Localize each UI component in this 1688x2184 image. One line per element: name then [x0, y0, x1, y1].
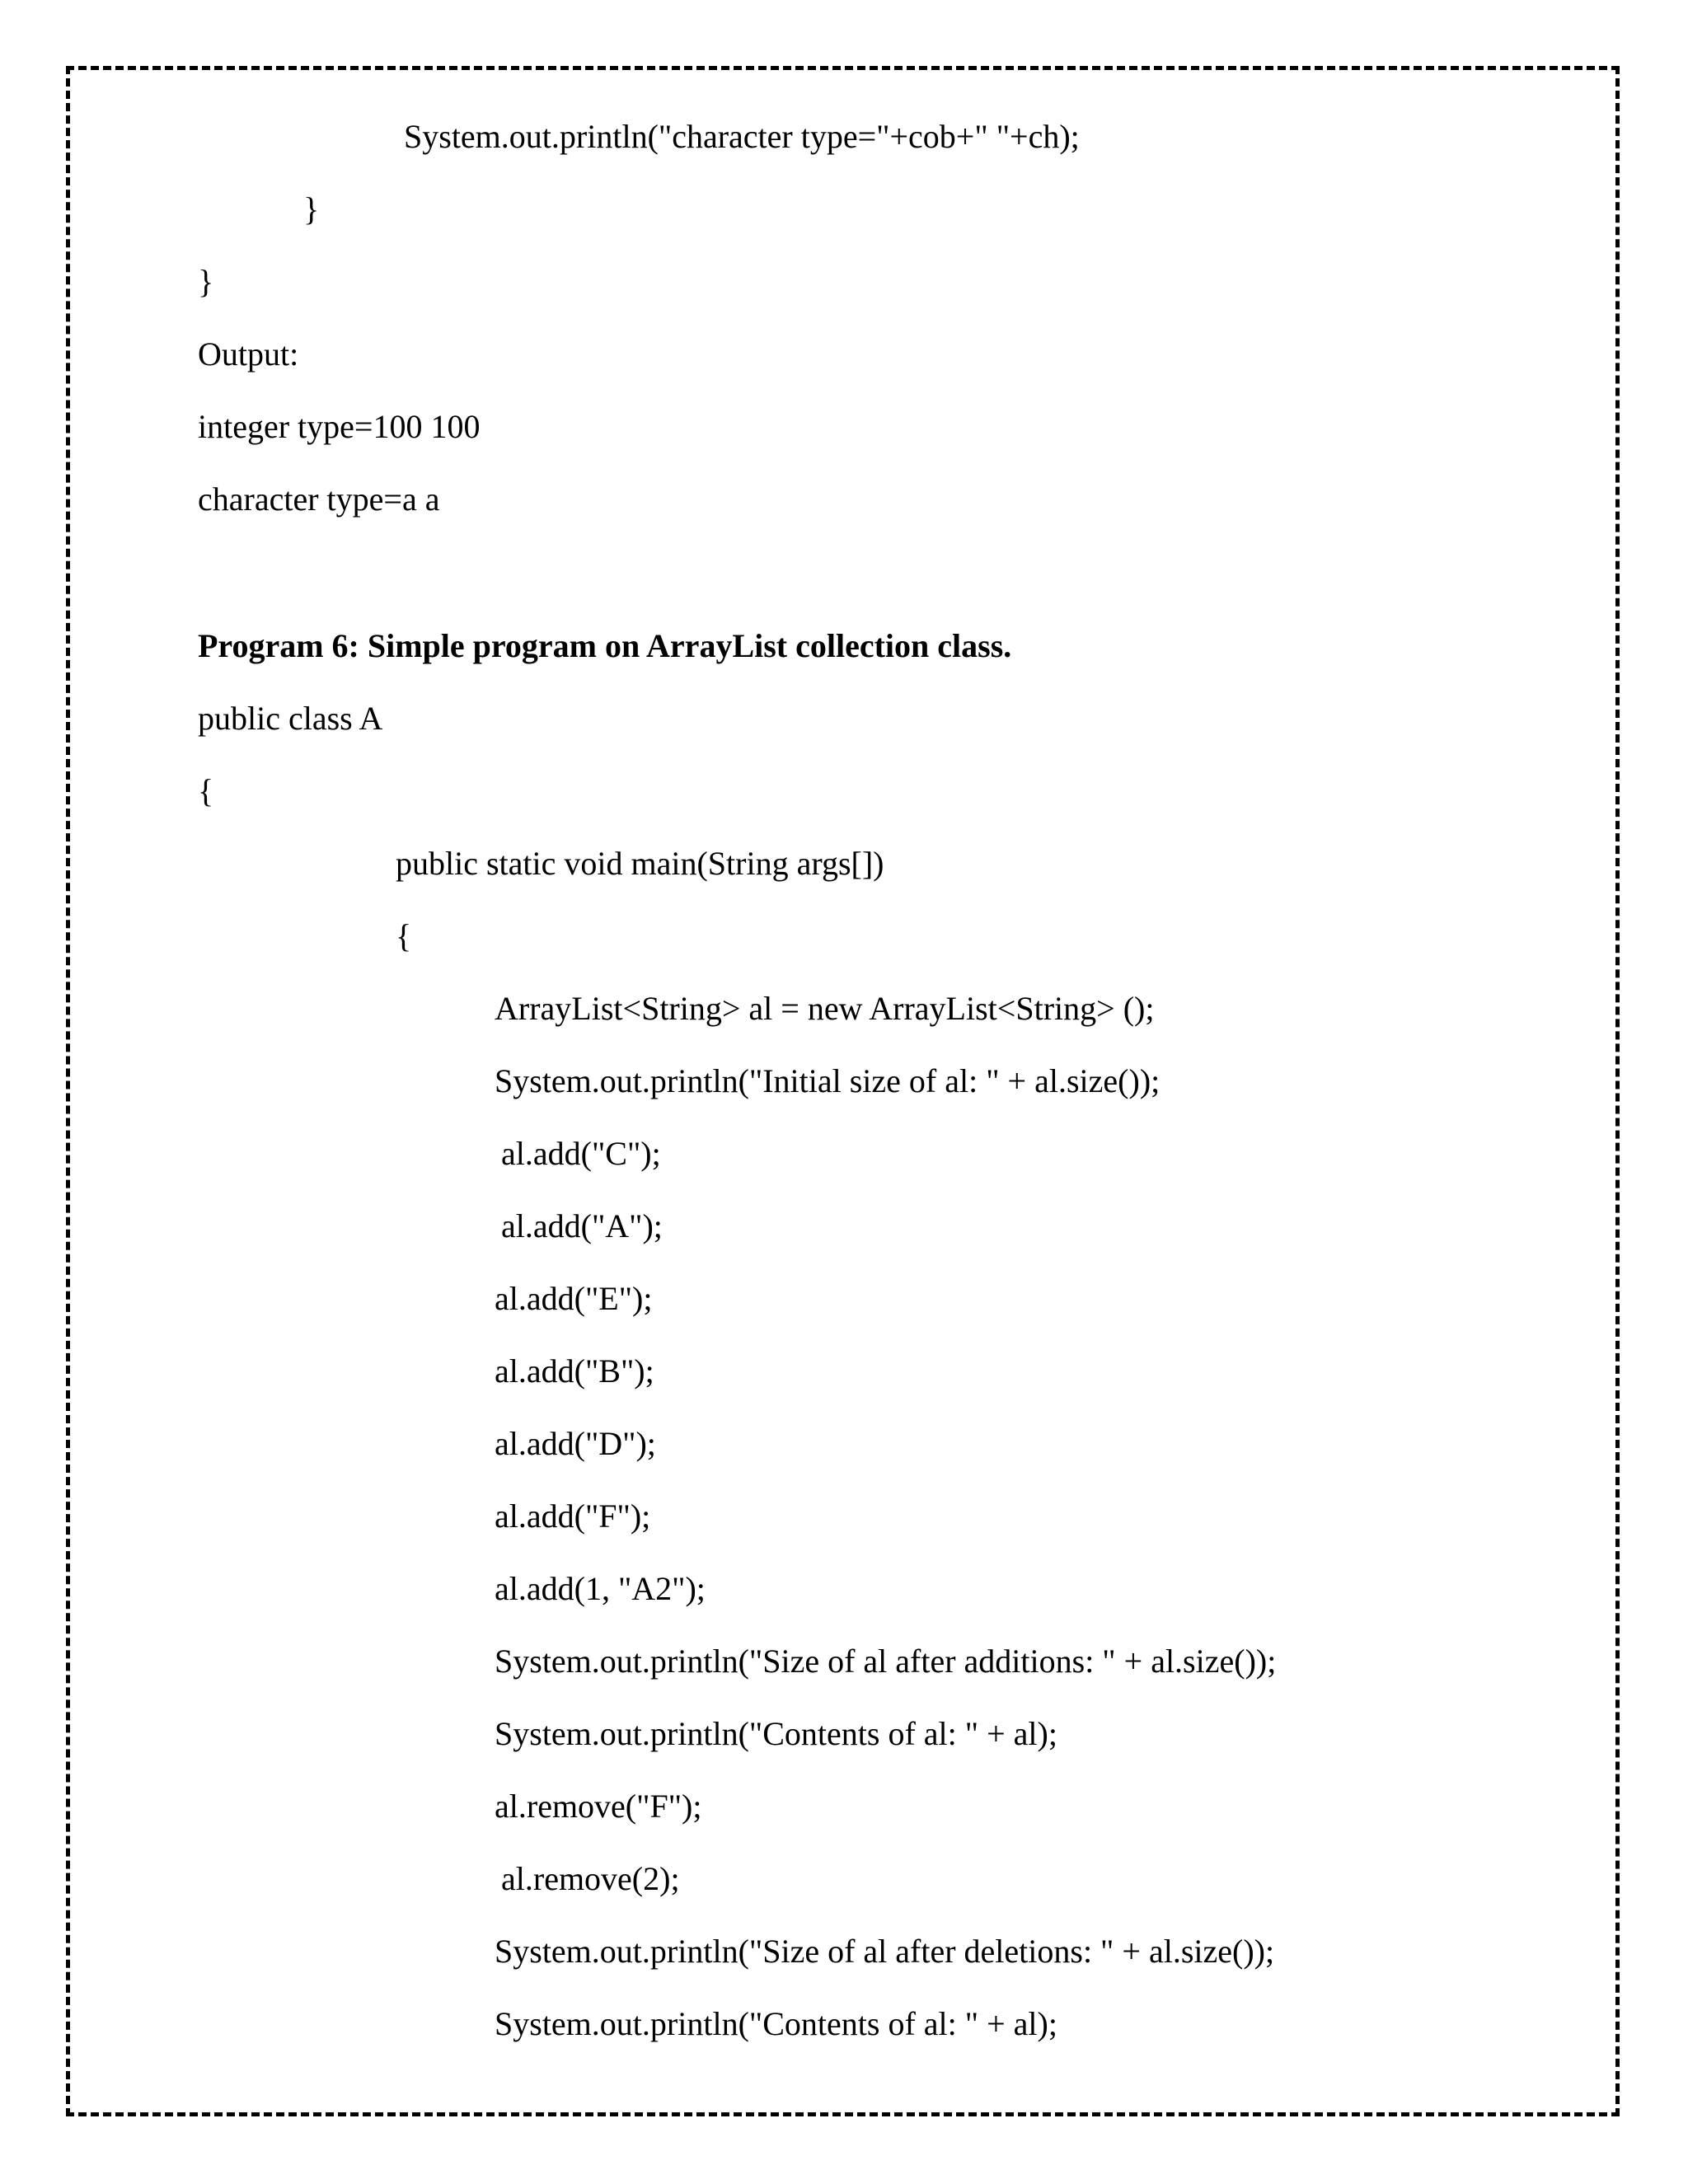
code-line: al.add("D"); [495, 1425, 656, 1462]
code-line: al.add("E"); [495, 1280, 653, 1317]
code-line: { [396, 917, 412, 954]
output-label: Output: [198, 335, 299, 373]
code-line: { [198, 772, 214, 809]
output-line: integer type=100 100 [198, 408, 481, 445]
code-line: System.out.println("Contents of al: " + al); [495, 1715, 1057, 1752]
code-line: ArrayList<String> al = new ArrayList<String> (); [495, 990, 1155, 1027]
code-line: System.out.println("Size of al after deletions: " + al.size()); [495, 1933, 1275, 1970]
code-line: al.add("C"); [501, 1135, 661, 1172]
output-line: character type=a a [198, 480, 440, 518]
code-line: al.remove(2); [501, 1860, 680, 1897]
code-line: al.add("A"); [501, 1207, 663, 1244]
code-line: al.remove("F"); [495, 1788, 702, 1825]
code-line: } [198, 263, 214, 300]
code-line: al.add("B"); [495, 1352, 654, 1390]
code-line: al.add("F"); [495, 1497, 651, 1535]
code-line: System.out.println("Initial size of al: " + al.size()); [495, 1062, 1160, 1099]
code-line: public static void main(String args[]) [396, 845, 884, 882]
code-line: al.add(1, "A2"); [495, 1570, 706, 1607]
code-line: System.out.println("Contents of al: " + al); [495, 2005, 1057, 2042]
code-line: System.out.println("Size of al after additions: " + al.size()); [495, 1643, 1277, 1680]
code-line: System.out.println("character type="+cob+" "+ch); [404, 118, 1080, 155]
code-line: public class A [198, 700, 383, 737]
program-heading: Program 6: Simple program on ArrayList collection class. [198, 627, 1012, 664]
code-line: } [303, 190, 320, 227]
